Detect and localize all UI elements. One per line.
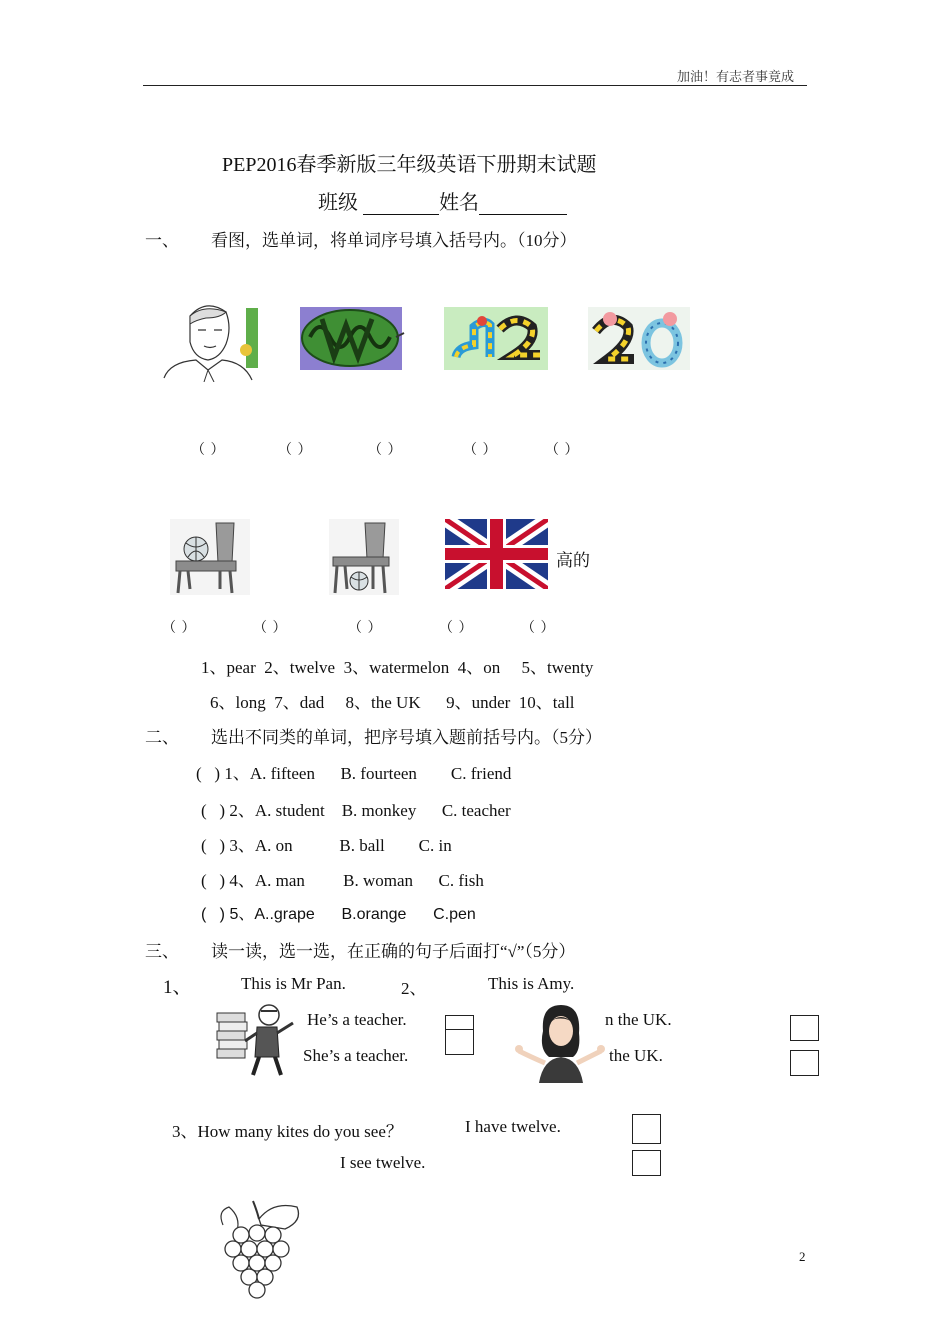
amy-picture	[515, 1001, 605, 1083]
uk-flag-picture	[445, 519, 548, 589]
grapes-picture	[213, 1197, 305, 1299]
section3-number: 三、	[145, 942, 179, 961]
teacher-picture	[213, 1001, 305, 1077]
ball-on-chair-picture	[170, 519, 250, 595]
class-label: 班级	[318, 192, 358, 214]
question-item: ( ) 1、A. fifteen B. fourteen C. friend	[196, 764, 512, 783]
question-item: ( ) 5、A..grape B.orange C.pen	[201, 906, 476, 923]
answer-paren-10[interactable]: （ ）	[521, 621, 556, 636]
q2-title: This is Amy.	[488, 974, 575, 993]
student-info-line	[318, 186, 567, 215]
ball-under-chair-picture	[329, 519, 399, 595]
section1-number: 一、	[145, 231, 179, 250]
answer-paren-8[interactable]: （ ）	[348, 621, 383, 636]
name-label: 姓名	[439, 192, 479, 214]
q2-checkbox-a[interactable]	[790, 1015, 819, 1041]
answer-paren-6[interactable]: （ ）	[162, 621, 197, 636]
word-bank-line-2: 6、long 7、dad 8、the UK 9、under 10、tall	[210, 693, 575, 712]
question-item: ( ) 3、A. on B. ball C. in	[201, 836, 452, 855]
dad-picture	[160, 298, 260, 382]
q2-checkbox-b[interactable]	[790, 1050, 819, 1076]
q3-checkbox-a[interactable]	[632, 1114, 661, 1144]
q3-option-a: I have twelve.	[465, 1117, 561, 1136]
q2-option-a: n the UK.	[605, 1010, 672, 1029]
header-motto: 加油！有志者事竟成	[677, 69, 795, 84]
number-twelve-picture	[444, 307, 548, 370]
page-title: PEP2016春季新版三年级英语下册期末试题	[222, 154, 597, 176]
tall-caption: 高的	[556, 551, 590, 570]
section2-number: 二、	[145, 728, 179, 747]
answer-paren-4[interactable]: （ ）	[463, 443, 498, 458]
page-number: 2	[799, 1249, 806, 1264]
answer-paren-7[interactable]: （ ）	[253, 621, 288, 636]
question-item: ( ) 4、A. man B. woman C. fish	[201, 871, 484, 890]
word-bank-line-1: 1、pear 2、twelve 3、watermelon 4、on 5、twenty	[201, 658, 594, 677]
answer-paren-3[interactable]: （ ）	[368, 443, 403, 458]
q1-number: 1、	[163, 977, 192, 998]
q2-option-b: the UK.	[609, 1046, 663, 1065]
class-blank[interactable]	[363, 198, 439, 215]
q2-number: 2、	[401, 979, 427, 998]
answer-paren-5[interactable]: （ ）	[545, 443, 580, 458]
answer-paren-2[interactable]: （ ）	[278, 443, 313, 458]
q1-option-b: She’s a teacher.	[303, 1046, 409, 1065]
q1-checkbox-b[interactable]	[445, 1029, 474, 1055]
section1-instruction: 看图，选单词，将单词序号填入括号内。（10分）	[211, 231, 577, 250]
q3-question: 3、How many kites do you see？	[172, 1122, 403, 1141]
header-divider	[143, 85, 807, 86]
section3-instruction: 读一读，选一选，在正确的句子后面打“√”（5分）	[211, 942, 576, 961]
q3-checkbox-b[interactable]	[632, 1150, 661, 1176]
number-twenty-picture	[588, 307, 690, 370]
q3-option-b: I see twelve.	[340, 1153, 426, 1172]
question-item: ( ) 2、A. student B. monkey C. teacher	[201, 801, 511, 820]
q1-option-a: He’s a teacher.	[307, 1010, 407, 1029]
name-blank[interactable]	[479, 198, 567, 215]
watermelon-picture	[300, 307, 405, 370]
answer-paren-1[interactable]: （ ）	[191, 443, 226, 458]
q1-title: This is Mr Pan.	[241, 974, 346, 993]
answer-paren-9[interactable]: （ ）	[439, 621, 474, 636]
section2-instruction: 选出不同类的单词，把序号填入题前括号内。（5分）	[211, 728, 602, 747]
